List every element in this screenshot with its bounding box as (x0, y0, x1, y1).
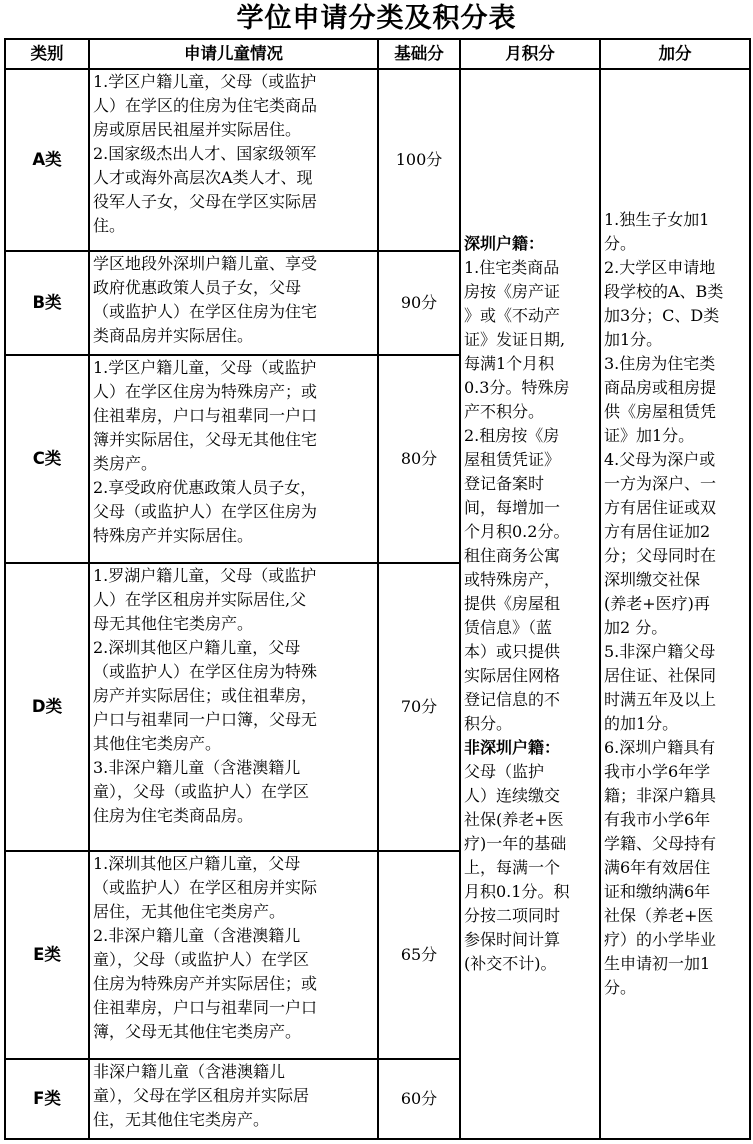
situation-line: 类商品房并实际居住。 (93, 326, 254, 345)
row-category: F类 (5, 1059, 89, 1139)
monthly-line: 赁信息》（蓝 (464, 618, 553, 637)
monthly-line: (补交不计)。 (464, 954, 557, 973)
monthly-line: 0.3分。特殊房 (464, 378, 570, 397)
situation-line: 簿，父母无其他住宅类房产。 (93, 1022, 302, 1041)
situation-line: 童），父母（或监护人）在学区 (93, 950, 310, 969)
row-situation (89, 563, 378, 851)
situation-line: 非深户籍儿童（含港澳籍儿 (93, 1062, 286, 1081)
situation-line: 住，无其他住宅类房产。 (93, 1110, 270, 1129)
situation-line: 特殊房产并实际居住。 (93, 526, 254, 545)
bonus-line: 方有居住证或双 (604, 498, 717, 517)
bonus-line: 供《房屋租赁凭 (604, 402, 717, 421)
bonus-line: 一方为深户、一 (604, 474, 717, 493)
row-base-score: 100分 (378, 69, 460, 251)
bonus-line: (养老+医疗)再 (604, 594, 710, 613)
situation-line: 役军人子女，父母在学区实际居 (93, 192, 318, 211)
header-row (5, 39, 750, 69)
monthly-line: 产不积分。 (464, 402, 545, 421)
situation-line: 1.罗湖户籍儿童，父母（或监护 (93, 566, 317, 585)
monthly-line: 登记备案时 (464, 474, 545, 493)
row-situation (89, 69, 378, 251)
bonus-line: 5.非深户籍父母 (604, 642, 716, 661)
monthly-line: 本）或只提供 (464, 642, 561, 661)
bonus-line: 我市小学6年学 (604, 762, 711, 781)
row-category: B类 (5, 251, 89, 355)
situation-line: 房产并实际居住；或住祖辈房， (93, 686, 318, 705)
row-situation (89, 1059, 378, 1139)
situation-line: 童），父母在学区租房并实际居 (93, 1086, 310, 1105)
situation-line: 簿并实际居住，父母无其他住宅 (93, 430, 318, 449)
monthly-line: 证》发证日期, (464, 330, 566, 349)
row-category: D类 (5, 563, 89, 851)
bonus-line: 籍；非深户籍具 (604, 786, 717, 805)
situation-line: 住房为特殊房产并实际居住；或 (93, 974, 318, 993)
bonus-line: 6.深圳户籍具有 (604, 738, 716, 757)
situation-line: 户口与祖辈同一户口簿，父母无 (93, 710, 318, 729)
bonus-line: 深圳缴交社保 (604, 570, 701, 589)
situation-line: 母无其他住宅类房产。 (93, 614, 254, 633)
bonus-points-cell (600, 69, 750, 1139)
bonus-line: 方有居住证加2 (604, 522, 711, 541)
situation-line: 其他住宅类房产。 (93, 734, 222, 753)
bonus-line: 生申请初一加1 (604, 954, 711, 973)
bonus-line: 学籍、父母持有 (604, 834, 717, 853)
bonus-line: 证和缴纳满6年 (604, 882, 711, 901)
situation-line: 住。 (93, 216, 126, 235)
monthly-line: 上，每满一个 (464, 858, 561, 877)
bonus-line: 2.大学区申请地 (604, 258, 716, 277)
bonus-line: 4.父母为深户或 (604, 450, 716, 469)
monthly-line: 人）连续缴交 (464, 786, 561, 805)
monthly-line: 登记信息的不 (464, 690, 561, 709)
bonus-line: 分。 (604, 978, 637, 997)
row-category: A类 (5, 69, 89, 251)
monthly-line: 每满1个月积 (464, 354, 555, 373)
monthly-line: 个月积0.2分。 (464, 522, 570, 541)
monthly-line: 父母（监护 (464, 762, 545, 781)
situation-line: 政府优惠政策人员子女，父母 (93, 278, 302, 297)
monthly-line: 间，每增加一 (464, 498, 561, 517)
monthly-line: 提供《房屋租 (464, 594, 561, 613)
situation-line: 人）在学区住房为特殊房产；或 (93, 382, 318, 401)
situation-line: 2.非深户籍儿童（含港澳籍儿 (93, 926, 301, 945)
row-situation (89, 851, 378, 1059)
situation-line: 人才或海外高层次A类人才、现 (93, 168, 313, 187)
monthly-line: 房按《房产证 (464, 282, 561, 301)
bonus-line: 分；父母同时在 (604, 546, 717, 565)
monthly-line: 1.住宅类商品 (464, 258, 560, 277)
situation-line: 人）在学区的住房为住宅类商品 (93, 96, 318, 115)
situation-line: 1.深圳其他区户籍儿童，父母 (93, 854, 301, 873)
situation-line: 2.国家级杰出人才、国家级领军 (93, 144, 317, 163)
monthly-section-heading: 非深圳户籍： (464, 738, 561, 757)
situation-line: 2.享受政府优惠政策人员子女， (93, 478, 317, 497)
row-base-score: 65分 (378, 851, 460, 1059)
bonus-line: 时满五年及以上 (604, 690, 717, 709)
situation-line: 住祖辈房，户口与祖辈同一户口 (93, 406, 318, 425)
bonus-line: 有我市小学6年 (604, 810, 711, 829)
situation-line: 父母（或监护人）在学区住房为 (93, 502, 318, 521)
header-category: 类别 (5, 39, 89, 69)
header-situation: 申请儿童情况 (89, 39, 378, 69)
monthly-line: 参保时间计算 (464, 930, 561, 949)
bonus-line: 3.住房为住宅类 (604, 354, 716, 373)
monthly-line: 月积0.1分。积 (464, 882, 570, 901)
row-base-score: 90分 (378, 251, 460, 355)
situation-line: 2.深圳其他区户籍儿童，父母 (93, 638, 301, 657)
points-table (4, 38, 751, 1140)
bonus-line: 加1分。 (604, 330, 663, 349)
monthly-section-heading: 深圳户籍： (464, 234, 545, 253)
situation-line: 住房为住宅类商品房。 (93, 806, 254, 825)
monthly-line: 分按二项同时 (464, 906, 561, 925)
monthly-line: 疗)一年的基础 (464, 834, 567, 853)
situation-line: 类房产。 (93, 454, 158, 473)
monthly-line: 》或《不动产 (464, 306, 561, 325)
row-category: C类 (5, 355, 89, 563)
monthly-line: 实际居住网格 (464, 666, 561, 685)
bonus-line: 段学校的A、B类 (604, 282, 724, 301)
situation-line: 1.学区户籍儿童，父母（或监护 (93, 72, 317, 91)
bonus-line: 1.独生子女加1 (604, 210, 710, 229)
situation-line: （或监护人）在学区住房为住宅 (93, 302, 318, 321)
bonus-line: 疗）的小学毕业 (604, 930, 717, 949)
page-title: 学位申请分类及积分表 (236, 3, 517, 34)
monthly-line: 租住商务公寓 (464, 546, 561, 565)
bonus-line: 居住证、社保同 (604, 666, 717, 685)
bonus-line: 满6年有效居住 (604, 858, 711, 877)
situation-line: 3.非深户籍儿童（含港澳籍儿 (93, 758, 301, 777)
situation-line: 童），父母（或监护人）在学区 (93, 782, 310, 801)
monthly-line: 2.租房按《房 (464, 426, 560, 445)
bonus-line: 证》加1分。 (604, 426, 695, 445)
situation-line: 居住，无其他住宅类房产。 (93, 902, 286, 921)
situation-line: 学区地段外深圳户籍儿童、享受 (93, 254, 318, 273)
monthly-line: 屋租赁凭证》 (464, 450, 561, 469)
situation-line: 人）在学区租房并实际居住,父 (93, 590, 307, 609)
monthly-line: 社保(养老+医 (464, 810, 564, 829)
situation-line: （或监护人）在学区租房并实际 (93, 878, 318, 897)
bonus-line: 的加1分。 (604, 714, 679, 733)
row-base-score: 70分 (378, 563, 460, 851)
situation-line: 1.学区户籍儿童，父母（或监护 (93, 358, 317, 377)
bonus-line: 加3分；C、D类 (604, 306, 720, 325)
monthly-points-cell (460, 69, 600, 1139)
bonus-line: 社保（养老+医 (604, 906, 714, 925)
situation-line: （或监护人）在学区住房为特殊 (93, 662, 318, 681)
row-category: E类 (5, 851, 89, 1059)
bonus-line: 分。 (604, 234, 637, 253)
table-row (5, 69, 750, 251)
situation-line: 住祖辈房，户口与祖辈同一户口 (93, 998, 318, 1017)
header-bonus: 加分 (600, 39, 750, 69)
row-situation (89, 355, 378, 563)
monthly-line: 或特殊房产， (464, 570, 561, 589)
header-base: 基础分 (378, 39, 460, 69)
monthly-line: 积分。 (464, 714, 513, 733)
bonus-line: 商品房或租房提 (604, 378, 717, 397)
header-monthly: 月积分 (460, 39, 600, 69)
situation-line: 房或原居民祖屋并实际居住。 (93, 120, 302, 139)
row-base-score: 80分 (378, 355, 460, 563)
row-situation (89, 251, 378, 355)
row-base-score: 60分 (378, 1059, 460, 1139)
bonus-line: 加2 分。 (604, 618, 668, 637)
